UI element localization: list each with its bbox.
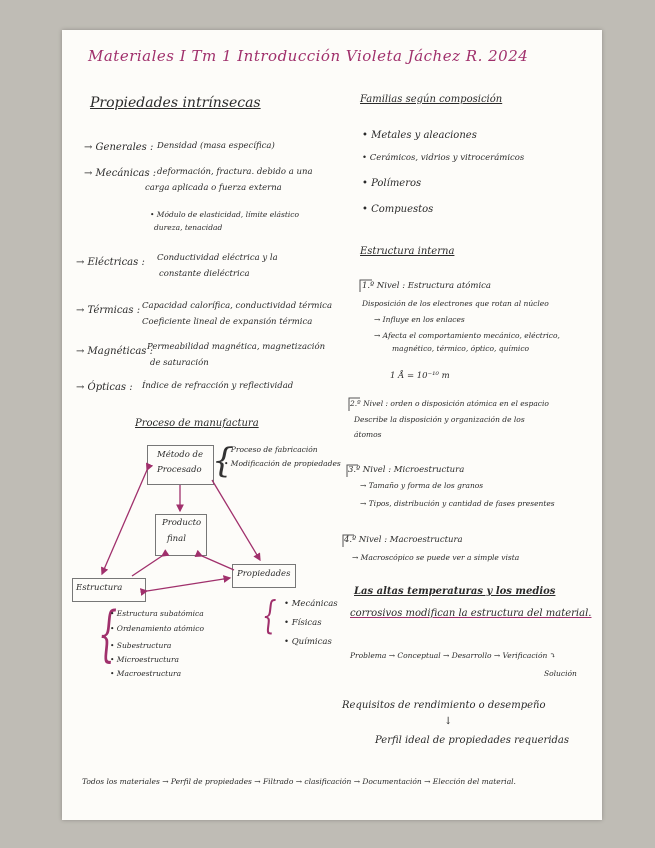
propiedades-item-3: • Químicas bbox=[284, 637, 332, 647]
nivel2-line-1: 2.º Nivel : orden o disposición atómica en el espacio bbox=[350, 399, 549, 408]
text-opticas: Índice de refracción y reflectividad bbox=[142, 381, 294, 391]
estructura-item-5: • Macroestructura bbox=[110, 669, 182, 678]
producto-line-1: Producto bbox=[162, 518, 202, 528]
text-mecanicas-1: deformación, fractura. debido a una bbox=[157, 167, 313, 177]
label-electricas: → Eléctricas : bbox=[76, 257, 145, 268]
flow-line: Problema → Conceptual → Desarrollo → Verificación ⤵ bbox=[350, 651, 556, 660]
heading-familias: Familias según composición bbox=[360, 94, 503, 105]
nivel2-line-2: Describe la disposición y organización de los bbox=[354, 415, 525, 424]
nivel1-line-3: → Afecta el comportamiento mecánico, eléctrico, bbox=[374, 331, 560, 340]
text-electricas-1: Conductividad eléctrica y la bbox=[157, 253, 278, 263]
metodo-brace: { bbox=[212, 441, 234, 481]
notebook-page bbox=[62, 30, 602, 820]
text-mecanicas-2: carga aplicada o fuerza externa bbox=[145, 183, 282, 193]
estructura-brace: { bbox=[98, 599, 118, 669]
flow-solucion: Solución bbox=[544, 669, 577, 678]
nivel1-title: 1.º Nivel : Estructura atómica bbox=[362, 281, 491, 291]
producto-line-2: final bbox=[167, 534, 186, 544]
propiedades-label: Propiedades bbox=[237, 569, 291, 579]
text-mecanicas-4: dureza, tenacidad bbox=[154, 223, 223, 232]
nivel1-line-1: Disposición de los electrones que rotan al núcleo bbox=[362, 299, 549, 308]
estructura-item-2: • Ordenamiento atómico bbox=[110, 624, 205, 633]
text-termicas-1: Capacidad calorífica, conductividad térmica bbox=[142, 301, 333, 311]
statement-line-2: corrosivos modifican la estructura del material. bbox=[350, 608, 592, 619]
label-magneticas: → Magnéticas : bbox=[76, 346, 153, 357]
nivel4-line-1: → Macroscópico se puede ver a simple vista bbox=[352, 553, 520, 562]
heading-proceso-manufactura: Proceso de manufactura bbox=[135, 418, 259, 429]
text-magneticas-1: Permeabilidad magnética, magnetización bbox=[147, 342, 326, 352]
nivel3-line-1: → Tamaño y forma de los granos bbox=[360, 481, 484, 490]
page-header: Materiales I Tm 1 Introducción Violeta Jáchez R. 2024 bbox=[88, 47, 529, 65]
heading-propiedades: Propiedades intrínsecas bbox=[90, 95, 261, 111]
propiedades-item-1: • Mecánicas bbox=[284, 599, 338, 609]
nivel1-angstrom: 1 Å = 10⁻¹⁰ m bbox=[390, 371, 450, 381]
familia-1: • Metales y aleaciones bbox=[362, 130, 477, 141]
estructura-item-1: • Estructura subatómica bbox=[110, 609, 204, 618]
familia-2: • Cerámicos, vidrios y vitrocerámicos bbox=[362, 153, 525, 163]
estructura-label: Estructura bbox=[76, 583, 123, 593]
text-electricas-2: constante dieléctrica bbox=[159, 269, 250, 279]
metodo-line-1: Método de bbox=[157, 450, 203, 460]
label-opticas: → Ópticas : bbox=[76, 382, 133, 393]
text-generales: Densidad (masa específica) bbox=[157, 141, 275, 151]
familia-4: • Compuestos bbox=[362, 204, 434, 215]
statement-line-1: Las altas temperaturas y los medios bbox=[354, 586, 556, 597]
metodo-line-2: Procesado bbox=[157, 465, 202, 475]
heading-estructura-interna: Estructura interna bbox=[360, 246, 455, 257]
nivel4-title: 4.º Nivel : Macroestructura bbox=[344, 535, 463, 545]
metodo-note-2: • Modificación de propiedades bbox=[224, 459, 341, 468]
nivel1-line-4: magnético, térmico, óptico, químico bbox=[392, 344, 530, 353]
text-mecanicas-3: • Módulo de elasticidad, límite elástico bbox=[150, 210, 299, 219]
label-mecanicas: → Mecánicas : bbox=[84, 168, 157, 179]
nivel3-line-2: → Tipos, distribución y cantidad de fases presentes bbox=[360, 499, 555, 508]
familia-3: • Polímeros bbox=[362, 178, 422, 189]
nivel3-title: 3.º Nivel : Microestructura bbox=[348, 465, 465, 475]
label-generales: → Generales : bbox=[84, 142, 154, 153]
propiedades-item-2: • Físicas bbox=[284, 618, 322, 628]
estructura-item-4: • Microestructura bbox=[110, 655, 180, 664]
perfil-ideal-text: Perfil ideal de propiedades requeridas bbox=[375, 735, 570, 746]
text-magneticas-2: de saturación bbox=[150, 358, 209, 368]
requisitos-text: Requisitos de rendimiento o desempeño bbox=[342, 700, 546, 711]
metodo-note-1: • Proceso de fabricación bbox=[224, 445, 318, 454]
footer-flow: Todos los materiales → Perfil de propiedades → Filtrado → clasificación → Documentación → Elección del material. bbox=[82, 777, 516, 786]
nivel1-line-2: → Influye en los enlaces bbox=[374, 315, 465, 324]
label-termicas: → Térmicas : bbox=[76, 305, 141, 316]
requisitos-arrow: ↓ bbox=[444, 716, 453, 727]
propiedades-brace: { bbox=[262, 593, 277, 637]
estructura-item-3: • Subestructura bbox=[110, 641, 172, 650]
nivel2-line-3: átomos bbox=[354, 430, 382, 439]
text-termicas-2: Coeficiente lineal de expansión térmica bbox=[142, 317, 313, 327]
